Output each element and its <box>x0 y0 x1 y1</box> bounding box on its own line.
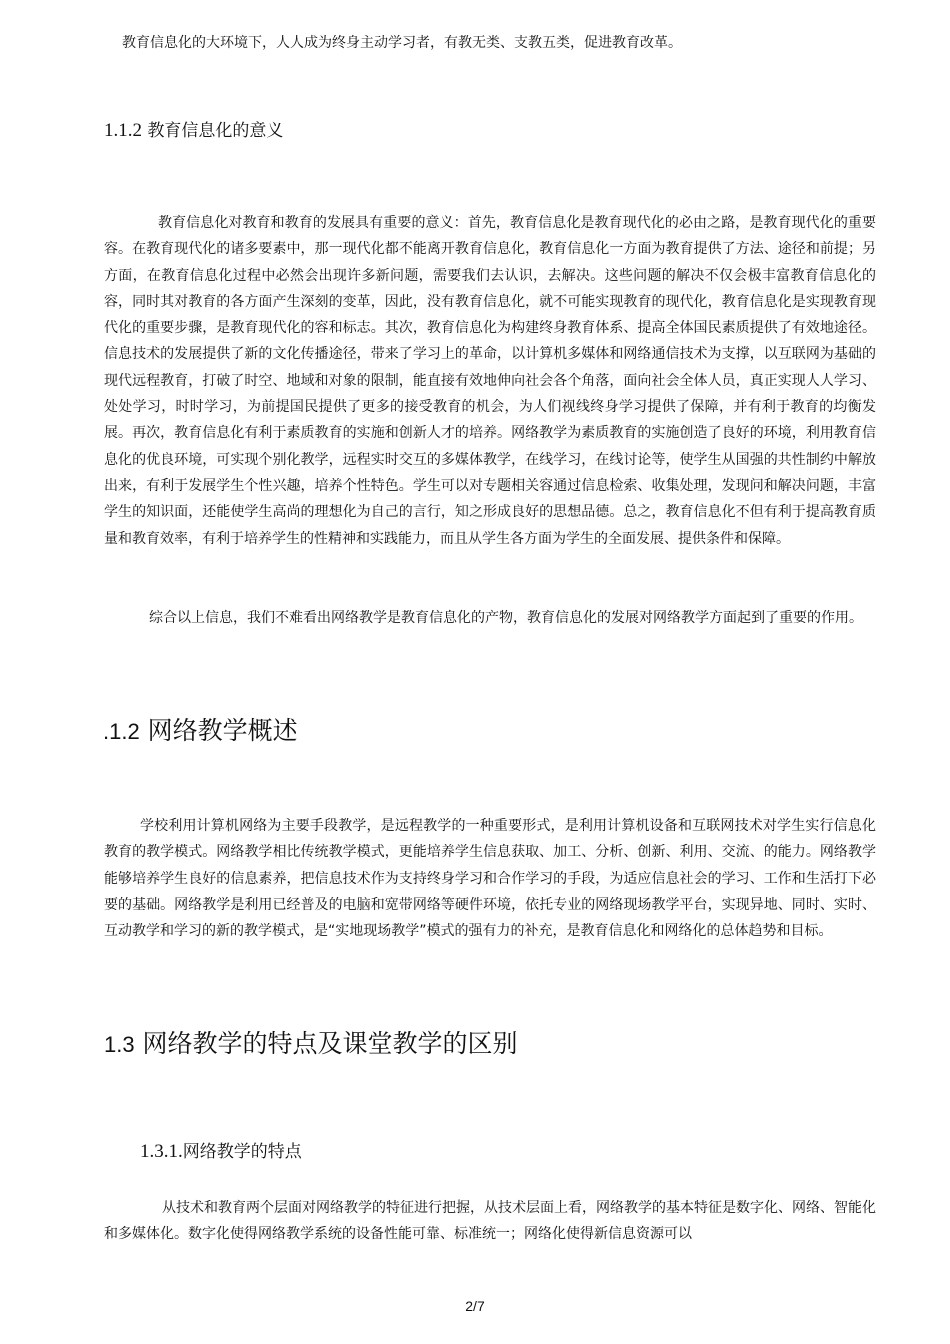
intro-line: 教育信息化的大环境下，人人成为终身主动学习者，有教无类、支教五类，促进教育改革。 <box>122 35 682 51</box>
paragraph-features: 从技术和教育两个层面对网络教学的特征进行把握，从技术层面上看，网络教学的基本特征是数字化、网络、智能化和多媒体化。数字化使得网络教学系统的设备性能可靠、标准统一；网络化使得新信息资源可以 <box>104 1200 876 1243</box>
section-title: 网络教学的特点 <box>182 1142 302 1162</box>
paragraph-summary: 综合以上信息，我们不难看出网络教学是教育信息化的产物，教育信息化的发展对网络教学方面起到了重要的作用。 <box>149 610 863 626</box>
section-heading-1-1-2 <box>104 119 283 143</box>
section-number: 1.1.2 <box>104 120 142 141</box>
section-title: 网络教学概述 <box>139 716 298 745</box>
section-title: 网络教学的特点及课堂教学的区别 <box>134 1029 518 1058</box>
section-number: 1.3.1. <box>140 1141 183 1162</box>
paragraph-overview: 学校利用计算机网络为主要手段教学，是远程教学的一种重要形式，是利用计算机设备和互联网技术对学生实行信息化教育的教学模式。网络教学相比传统教学模式，更能培养学生信息获取、加工、分析、创新、利用、交流、的能力。网络教学能够培养学生良好的信息素养，把信息技术作为支持终身学习和合作学习的手段，为适应信息社会的学习、工作和生活打下必要的基础。网络教学是利用已经普及的电脑和宽带网络等硬件环境，依托专业的网络现场教学平台，实现异地、同时、实时、互动教学和学习的新的教学模式，是“实地现场教学”模式的强有力的补充，是教育信息化和网络化的总体趋势和目标。 <box>104 818 876 940</box>
section-number: .1.2 <box>103 719 140 744</box>
section-heading-1-3-1 <box>140 1140 302 1164</box>
section-heading-1-2 <box>103 714 298 749</box>
section-number: 1.3 <box>104 1032 135 1057</box>
section-heading-1-3 <box>104 1027 518 1062</box>
section-title: 教育信息化的意义 <box>142 121 284 141</box>
page-number: 2/7 <box>465 1298 485 1314</box>
paragraph-significance: 教育信息化对教育和教育的发展具有重要的意义：首先，教育信息化是教育现代化的必由之路，是教育现代化的重要容。在教育现代化的诸多要素中，那一现代化都不能离开教育信息化，教育信息化一方面为教育提供了方法、途径和前提；另方面，在教育信息化过程中必然会出现许多新问题，需要我们去认识，去解决。这些问题的解决不仅会极丰富教育信息化的容，同时其对教育的各方面产生深刻的变革，因此，没有教育信息化，就不可能实现教育的现代化，教育信息化是实现教育现代化的重要步骤，是教育现代化的容和标志。其次，教育信息化为构建终身教育体系、提高全体国民素质提供了有效地途径。信息技术的发展提供了新的文化传播途径，带来了学习上的革命，以计算机多媒体和网络通信技术为支撑，以互联网为基础的现代远程教育，打破了时空、地域和对象的限制，能直接有效地伸向社会各个角落，面向社会全体人员，真正实现人人学习、处处学习，时时学习，为前提国民提供了更多的接受教育的机会，为人们视线终身学习提供了保障，并有利于教育的均衡发展。再次，教育信息化有利于素质教育的实施和创新人才的培养。网络教学为素质教育的实施创造了良好的环境，利用教育信息化的优良环境，可实现个别化教学，远程实时交互的多媒体教学，在线学习，在线讨论等，使学生从国强的共性制约中解放出来，有利于发展学生个性兴趣，培养个性特色。学生可以对专题相关容通过信息检索、收集处理，发现问和解决问题，丰富学生的知识面，还能使学生高尚的理想化为自己的言行，知之形成良好的思想品德。总之，教育信息化不但有利于提高教育质量和教育效率，有利于培养学生的性精神和实践能力，而且从学生各方面为学生的全面发展、提供条件和保障。 <box>104 215 876 547</box>
